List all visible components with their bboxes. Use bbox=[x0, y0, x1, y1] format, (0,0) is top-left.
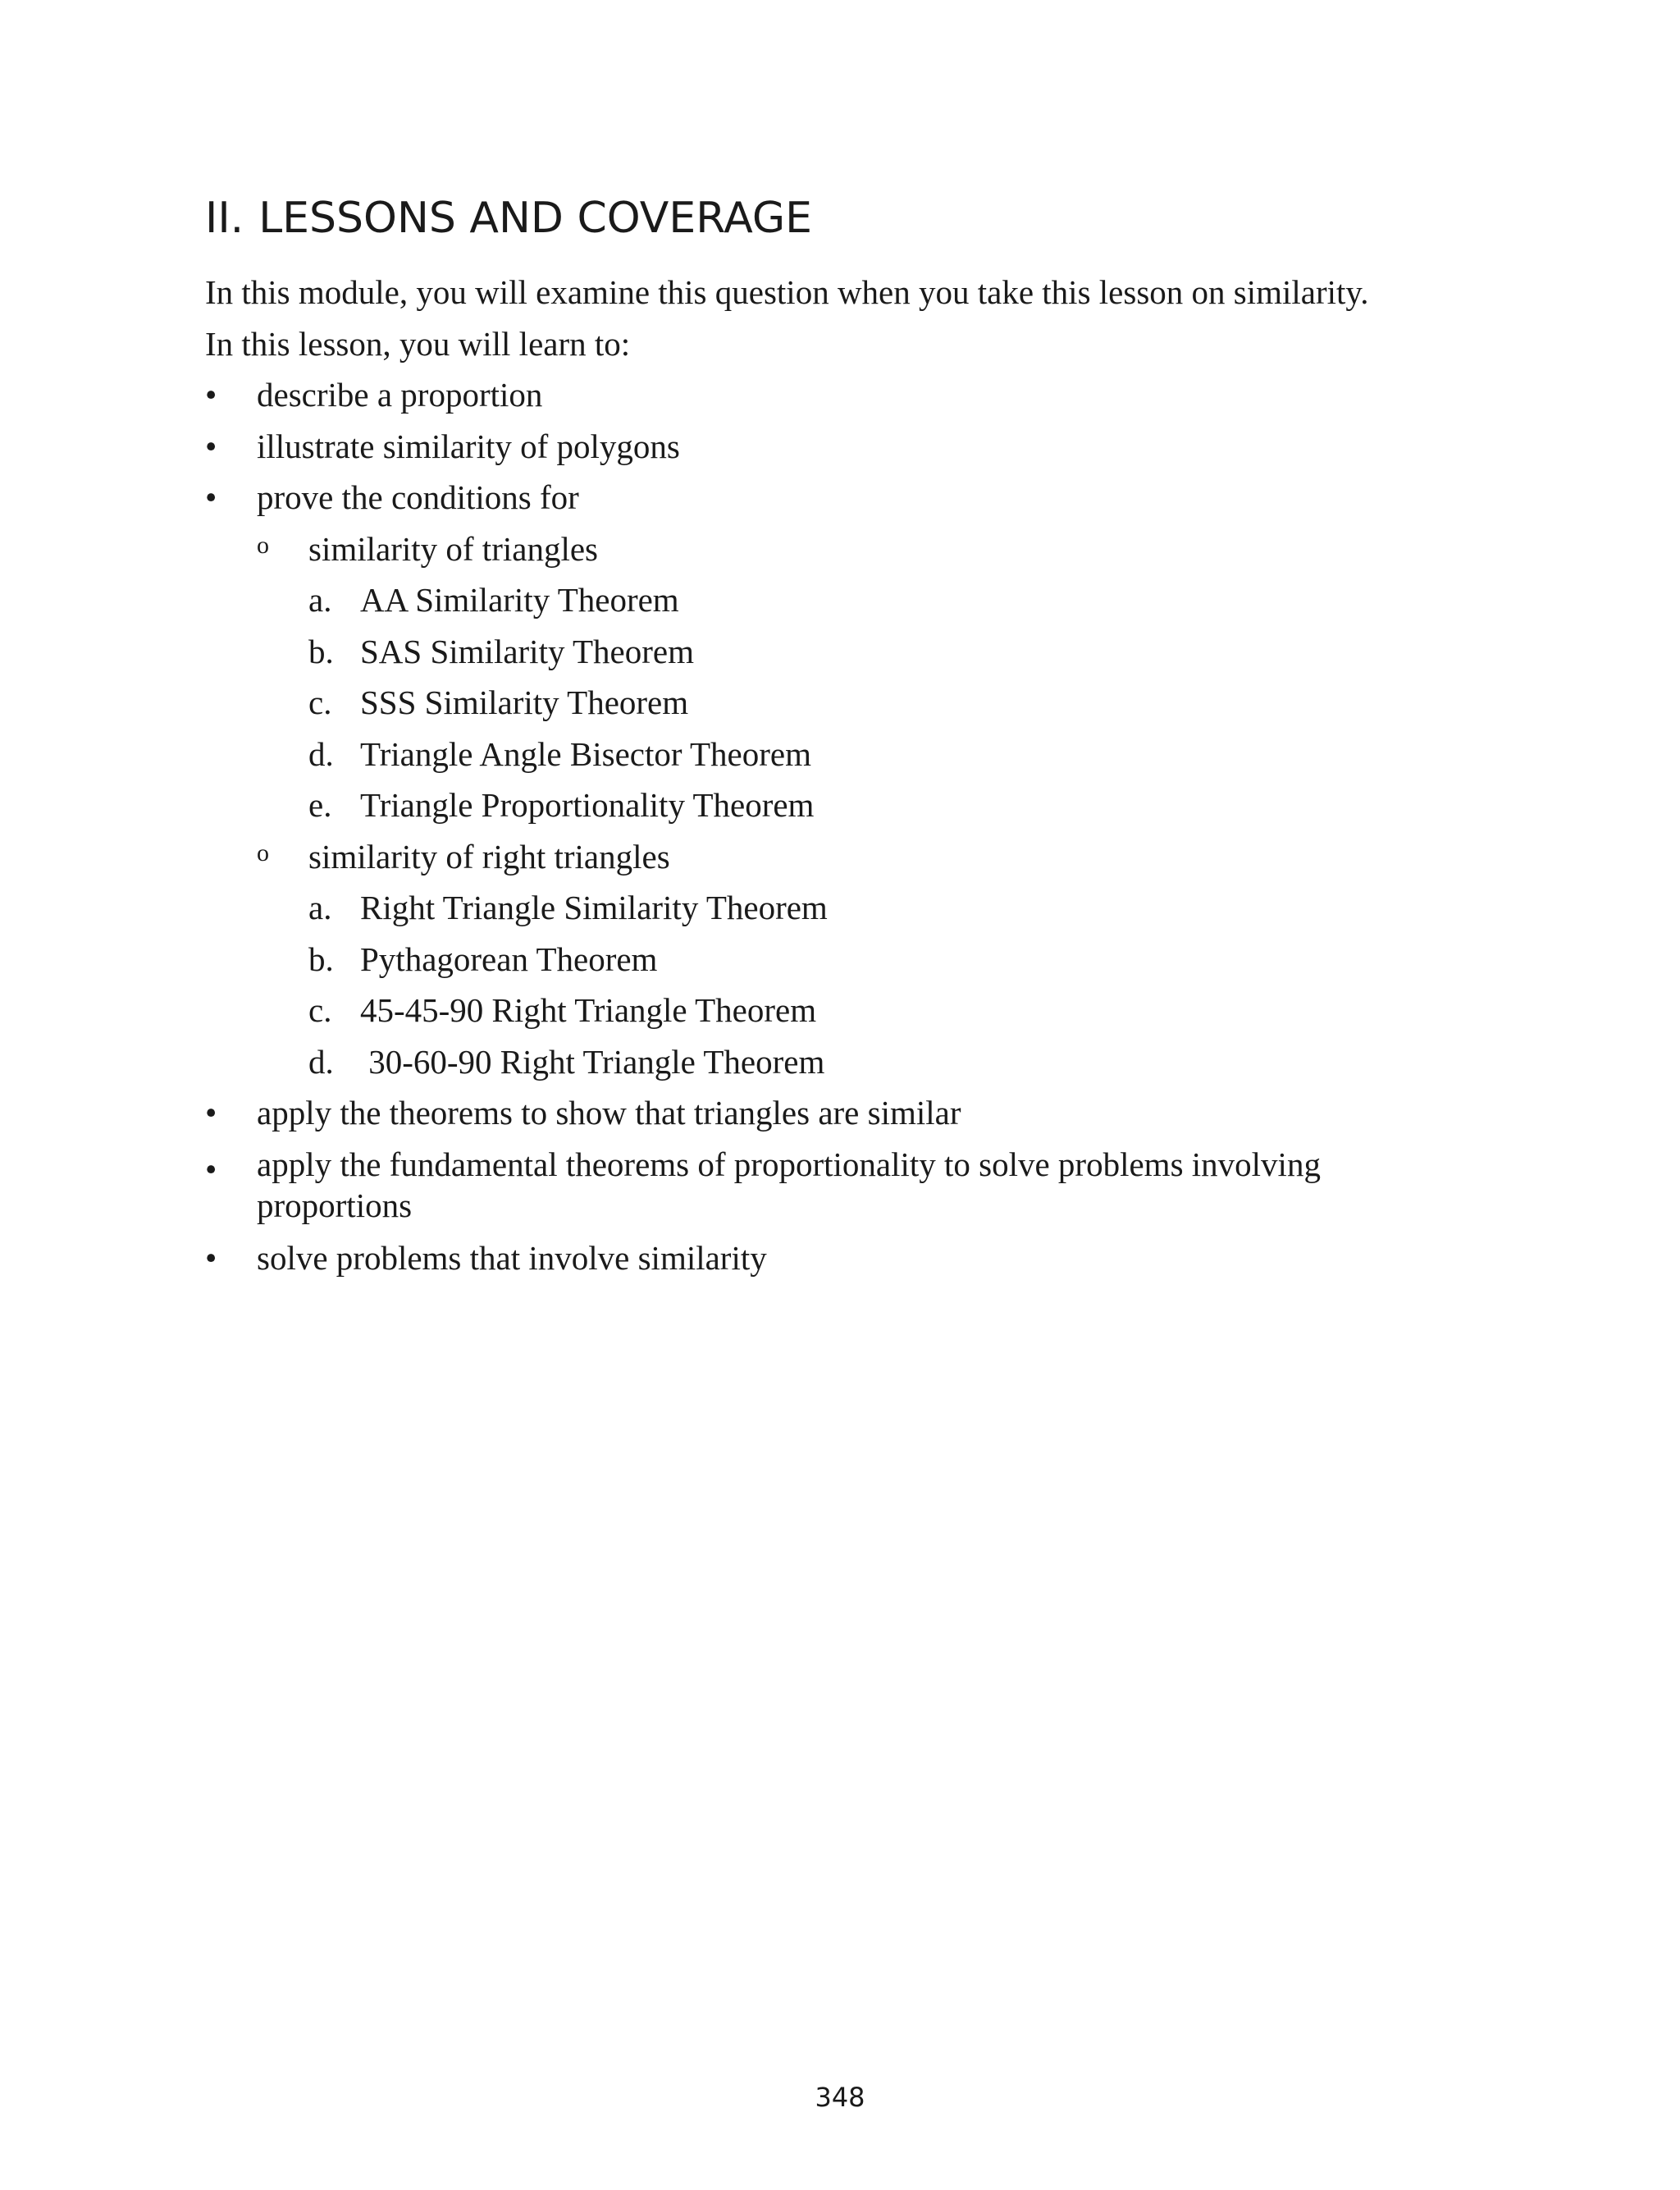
objective-apply-fundamental bbox=[205, 1139, 1389, 1232]
theorem-text: SSS Similarity Theorem bbox=[360, 684, 689, 721]
item-marker: b. bbox=[308, 632, 334, 670]
bullet-icon: • bbox=[205, 376, 217, 414]
theorem-text: Pythagorean Theorem bbox=[360, 940, 658, 978]
bullet-icon: • bbox=[205, 1094, 217, 1132]
bullet-icon: • bbox=[205, 427, 217, 465]
theorem-text: SAS Similarity Theorem bbox=[360, 632, 694, 670]
theorem-item bbox=[205, 626, 1485, 678]
section-heading bbox=[205, 194, 812, 243]
theorem-item bbox=[205, 780, 1485, 831]
objective-solve bbox=[205, 1232, 1485, 1284]
bullet-icon: • bbox=[205, 478, 217, 516]
lesson-content bbox=[205, 267, 1485, 1283]
sub-objective-right-triangles bbox=[205, 831, 1485, 883]
sub-objective-text: similarity of right triangles bbox=[308, 837, 670, 876]
theorem-item bbox=[205, 1036, 1485, 1088]
page-number: 348 bbox=[815, 2082, 865, 2113]
theorem-text: 30-60-90 Right Triangle Theorem bbox=[360, 1042, 825, 1081]
intro-lead-in: In this lesson, you will learn to: bbox=[205, 324, 631, 363]
section-title: LESSONS AND COVERAGE bbox=[258, 194, 813, 243]
item-marker: d. bbox=[308, 1042, 334, 1081]
objective-apply-theorems bbox=[205, 1087, 1485, 1139]
objective-prove bbox=[205, 472, 1485, 523]
item-marker: a. bbox=[308, 581, 332, 619]
section-number: II. bbox=[205, 194, 244, 243]
sub-bullet-icon: o bbox=[257, 531, 269, 559]
sub-objective-text: similarity of triangles bbox=[308, 529, 598, 568]
theorem-text: AA Similarity Theorem bbox=[360, 581, 679, 619]
theorem-text: Triangle Angle Bisector Theorem bbox=[360, 734, 811, 773]
objective-text: apply the fundamental theorems of proportionality to solve problems involving proportions bbox=[257, 1145, 1321, 1224]
item-marker: c. bbox=[308, 684, 332, 721]
item-marker: e. bbox=[308, 786, 332, 824]
theorem-item bbox=[205, 882, 1485, 934]
theorem-text: 45-45-90 Right Triangle Theorem bbox=[360, 991, 817, 1029]
sub-bullet-icon: o bbox=[257, 839, 269, 866]
objective-text: solve problems that involve similarity bbox=[257, 1238, 767, 1277]
theorem-item bbox=[205, 677, 1485, 729]
item-marker: c. bbox=[308, 991, 332, 1029]
bullet-icon: • bbox=[205, 1238, 217, 1277]
objective-text: illustrate similarity of polygons bbox=[257, 427, 680, 465]
bullet-icon: • bbox=[205, 1150, 217, 1188]
item-marker: d. bbox=[308, 734, 334, 773]
theorem-item bbox=[205, 985, 1485, 1036]
theorem-item bbox=[205, 574, 1485, 626]
sub-objective-triangles bbox=[205, 523, 1485, 575]
objective-illustrate bbox=[205, 421, 1485, 473]
objective-text: apply the theorems to show that triangles are similar bbox=[257, 1094, 961, 1132]
item-marker: b. bbox=[308, 940, 334, 978]
objective-describe bbox=[205, 369, 1485, 421]
item-marker: a. bbox=[308, 889, 332, 926]
objective-text: describe a proportion bbox=[257, 376, 543, 414]
objective-text: prove the conditions for bbox=[257, 478, 579, 516]
theorem-item bbox=[205, 729, 1485, 780]
theorem-text: Triangle Proportionality Theorem bbox=[360, 786, 815, 824]
theorem-text: Right Triangle Similarity Theorem bbox=[360, 889, 828, 926]
theorem-item bbox=[205, 934, 1485, 985]
intro-paragraph: In this module, you will examine this question when you take this lesson on similarity. bbox=[205, 273, 1369, 311]
